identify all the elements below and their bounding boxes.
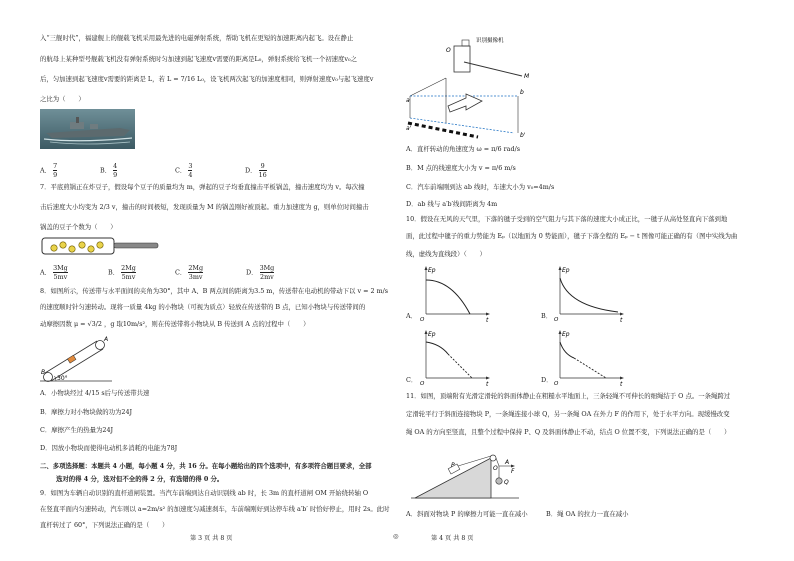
label-a-line: a bbox=[406, 97, 410, 104]
label-b-prime: b' bbox=[520, 132, 526, 139]
graph-a bbox=[420, 266, 492, 324]
q10-graphs bbox=[406, 262, 758, 388]
graph-c bbox=[420, 330, 492, 388]
svg-text:t: t bbox=[486, 317, 489, 324]
incline-pulley-figure bbox=[411, 440, 521, 500]
q7-line-2: 击后速度大小均变为 2/3 v，撞击的时间极短，发现质量为 M 的锅盖刚好被顶起。重力加速度为 g，则单位时间撞击 bbox=[40, 203, 369, 211]
q6-option-c[interactable]: C． $\frac{3}{4}$ bbox=[175, 162, 193, 179]
q8-option-b[interactable]: B．摩擦力对小物块做的功为24J bbox=[40, 408, 133, 416]
q8-option-d[interactable]: D．因放小物块而使得电动机多消耗的电能为78J bbox=[40, 444, 178, 452]
q11-line-2: 定滑轮平行于斜面连接物块 P，一条绳连接小球 Q，另一条绳 OA 在外力 F 的作用下，处于水平方向。现缓慢改变 bbox=[406, 410, 730, 418]
q8-option-c[interactable]: C．摩擦产生的热量为24J bbox=[40, 426, 114, 434]
graph-d bbox=[554, 330, 626, 388]
graph-b bbox=[554, 266, 626, 324]
label-b: B bbox=[41, 369, 46, 376]
q6-option-d[interactable]: D． $\frac{9}{16}$ bbox=[245, 162, 267, 179]
svg-text:t: t bbox=[620, 317, 623, 324]
q6-line-4: 之比为（ ） bbox=[40, 95, 85, 103]
q9-option-a[interactable]: A．直杆转动的角速度为 ω = π/6 rad/s bbox=[406, 145, 521, 153]
frying-pan-figure bbox=[40, 236, 160, 258]
q9-option-b[interactable]: B．M 点的线速度大小为 v = π/6 m/s bbox=[406, 164, 516, 172]
q8-line-2: 的速度顺时针匀速转动。现将一质量 4kg 的小物块（可视为质点）轻放在传送带的 B 点，已知小物块与传送带间的 bbox=[40, 303, 366, 311]
left-page bbox=[40, 0, 390, 561]
q6-option-a[interactable]: A． $\frac{7}{9}$ bbox=[40, 162, 58, 179]
q7-option-c[interactable]: C． $\frac{2Mg}{3mv}$ bbox=[175, 264, 204, 281]
q7-option-b[interactable]: B． $\frac{2Mg}{5mv}$ bbox=[108, 264, 136, 281]
q6-line-3: 后，匀加速到起飞速度v需要的距离是 L，若 L = 7/16 L₀，设飞机两次起飞的加速度相同，则弹射速度v₀与起飞速度v bbox=[40, 75, 374, 83]
label-b-line: b bbox=[520, 89, 524, 96]
right-page bbox=[406, 0, 758, 561]
q10-line-2: 面，此过程中毽子的重力势能为 Eₚ（以地面为 0 势能面），毽子下落全程的 Eₚ − t 图像可能正确的有（图中实线为曲 bbox=[406, 232, 738, 240]
q9-line-3: 直杆转过了 60°，下列说法正确的是（ ） bbox=[40, 521, 169, 529]
q6-line-1: 入“三舰时代”，福建舰上的舰载飞机采用最先进的电磁弹射系统，帮助飞机在更短的加速距离内起飞。设在静止 bbox=[40, 34, 354, 42]
toll-gate-figure bbox=[406, 38, 546, 138]
svg-text:O: O bbox=[420, 317, 425, 323]
svg-text:Ep: Ep bbox=[428, 331, 436, 338]
svg-text:Ep: Ep bbox=[428, 267, 436, 274]
label-a-prime: a' bbox=[406, 125, 412, 132]
q11-line-1: 11．如图，顶端附有光滑定滑轮的斜面体静止在粗糙水平地面上，三条轻绳不可伸长的细绳结于 O 点。一条绳跨过 bbox=[406, 392, 731, 400]
q7-option-d[interactable]: D． $\frac{3Mg}{2mv}$ bbox=[246, 264, 275, 281]
q11-line-3: 绳 OA 的方向至竖直，且整个过程中保持 P、Q 及斜面体静止不动，结点 O 位置不变，下列说法正确的是（ ） bbox=[406, 428, 731, 436]
q9-line-1: 9．如图为车辆自动识别的直杆道闸装置。当汽车前端到达自动识别线 ab 时，长 3m 的直杆道闸 OM 开始绕转轴 O bbox=[40, 489, 369, 497]
q9-option-c[interactable]: C．汽车前端刚到达 ab 线时，车速大小为 v₀=4m/s bbox=[406, 183, 555, 191]
q7-option-a[interactable]: A． $\frac{3Mg}{5mv}$ bbox=[40, 264, 68, 281]
svg-text:O: O bbox=[420, 381, 425, 387]
label-angle: 30° bbox=[57, 375, 68, 382]
graph-b-label[interactable]: B． bbox=[541, 312, 553, 320]
graph-a-label[interactable]: A． bbox=[406, 312, 418, 320]
label-p: P bbox=[451, 462, 455, 469]
section-2-header-line-1: 二、多项选择题：本题共 4 小题，每小题 4 分，共 16 分。在每小题给出的四个选项中，有多项符合题目要求，全部 bbox=[40, 462, 372, 470]
label-a-end: A bbox=[505, 459, 510, 466]
q6-option-b[interactable]: B． $\frac{4}{9}$ bbox=[100, 162, 118, 179]
section-2-header-line-2: 选对的得 4 分，选对但不全的得 2 分，有选错的得 0 分。 bbox=[56, 475, 224, 483]
q8-line-3: 动摩擦因数 μ = √3/2 ，g 取10m/s²，则在传送带将小物块从 B 传送到 A 点的过程中（ ） bbox=[40, 320, 310, 328]
q9-line-2: 在竖直平面内匀速转动，汽车则以 a=2m/s² 的加速度匀减速刹车，车前端刚好到达停车线 a′b′ 时恰好停止，用时 2s。此时 bbox=[40, 505, 390, 513]
label-o-knot: O bbox=[493, 465, 498, 472]
q8-option-a[interactable]: A．小物块经过 4/15 s后与传送带共速 bbox=[40, 389, 150, 397]
warship-photo bbox=[40, 109, 135, 149]
label-f: F bbox=[511, 468, 515, 475]
svg-text:O: O bbox=[554, 317, 559, 323]
svg-text:t: t bbox=[486, 381, 489, 388]
label-q: Q bbox=[504, 479, 509, 486]
q11-option-b[interactable]: B．绳 OA 的拉力一直在减小 bbox=[546, 510, 629, 518]
svg-text:Ep: Ep bbox=[562, 331, 570, 338]
q7-line-3: 锅盖的豆子个数为（ ） bbox=[40, 223, 117, 231]
q8-line-1: 8．如图所示，传送带与水平面间的夹角为30°，其中 A、B 两点间的距离为3.5 m，传送带在电动机的带动下以 v = 2 m/s bbox=[40, 287, 389, 295]
svg-text:Ep: Ep bbox=[562, 267, 570, 274]
svg-text:t: t bbox=[620, 381, 623, 388]
graph-c-label[interactable]: C． bbox=[406, 376, 418, 384]
label-m: M bbox=[524, 73, 530, 80]
q10-line-3: 线，虚线为直线段）（ ） bbox=[406, 250, 486, 258]
q7-line-1: 7．平底煎锅正在炸豆子，假设每个豆子的质量均为 m，弹起的豆子均垂直撞击平板锅盖，撞击速度均为 v。每次撞 bbox=[40, 183, 365, 191]
right-page-footer: 第 4 页 共 8 页 bbox=[431, 535, 474, 542]
label-camera: 识别摄像机 bbox=[476, 38, 504, 44]
conveyor-belt-figure bbox=[40, 333, 115, 385]
label-o: O bbox=[446, 47, 451, 54]
left-page-footer: 第 3 页 共 8 页 bbox=[190, 535, 233, 542]
page-divider-mark: ◎ bbox=[393, 533, 399, 540]
q6-line-2: 的航母上某种型号舰载飞机没有弹射系统时匀加速到起飞速度v需要的距离是L₀，弹射系统给飞机一个初速度v₀之 bbox=[40, 55, 357, 63]
svg-text:O: O bbox=[554, 381, 559, 387]
q10-line-1: 10．假设在无风的天气里，下落的毽子受到的空气阻力与其下落的速度大小成正比，一毽子从高处竖直向下落到地 bbox=[406, 215, 728, 223]
label-a: A bbox=[104, 336, 109, 343]
graph-d-label[interactable]: D． bbox=[541, 376, 553, 384]
q9-option-d[interactable]: D．ab 线与 a′b′线间距离为 4m bbox=[406, 200, 498, 208]
q11-option-a[interactable]: A．斜面对物块 P 的摩擦力可能一直在减小 bbox=[406, 510, 528, 518]
